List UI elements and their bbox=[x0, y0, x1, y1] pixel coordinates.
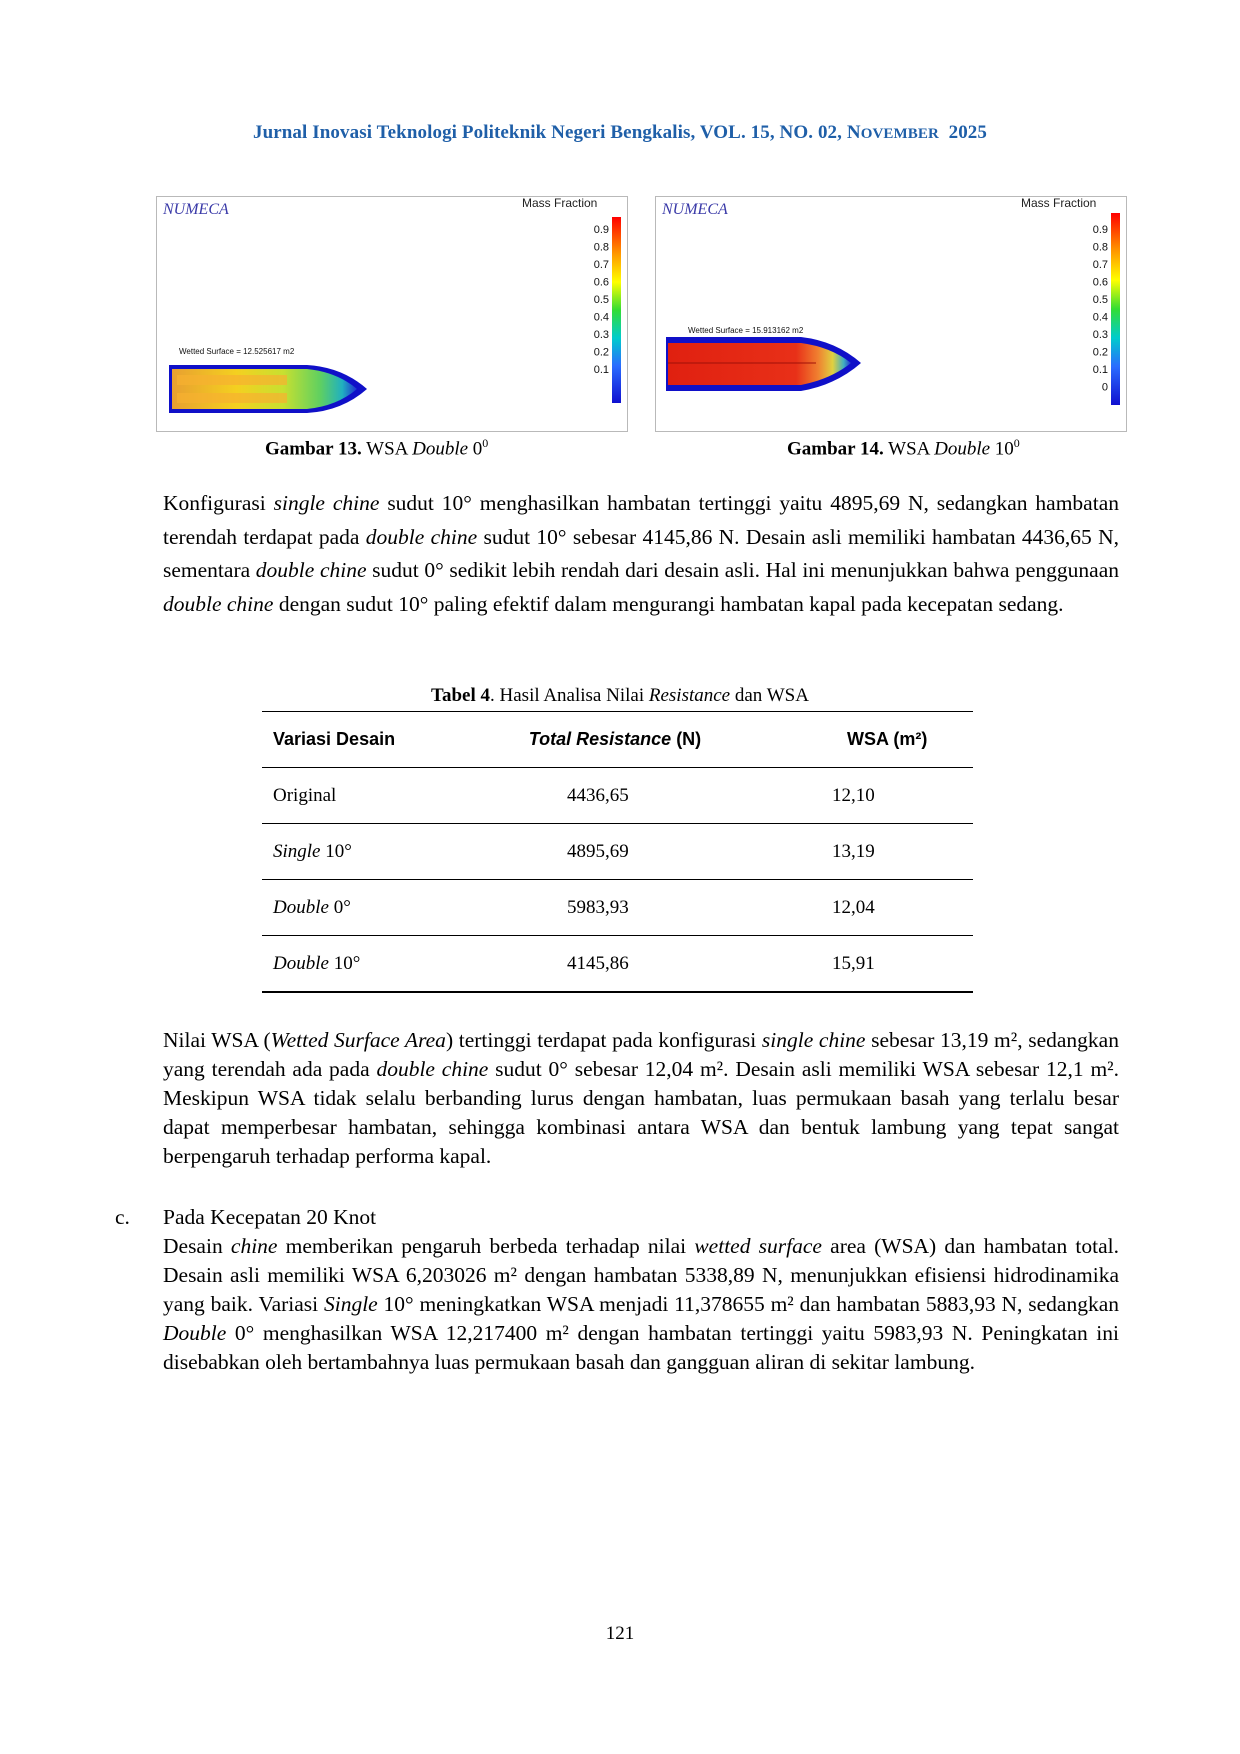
italic-term: Double bbox=[163, 1321, 227, 1345]
text-run: ) tertinggi terdapat pada konfigurasi bbox=[445, 1028, 762, 1052]
header-total-resistance-italic: Total Resistance bbox=[528, 729, 672, 749]
section-letter: c. bbox=[115, 1205, 130, 1229]
table-caption-pre: . Hasil Analisa Nilai bbox=[490, 685, 649, 706]
legend-tick-label: 0.3 bbox=[1092, 329, 1108, 341]
legend-tick-label: 0.5 bbox=[593, 294, 609, 306]
legend-ticks bbox=[594, 224, 609, 376]
table-row bbox=[262, 824, 973, 880]
numeca-logo: NUMECA bbox=[662, 201, 728, 218]
italic-term: double chine bbox=[365, 524, 478, 549]
cell-resistance: 5983,93 bbox=[468, 880, 762, 936]
legend-tick-label: 0.6 bbox=[593, 276, 609, 289]
italic-term: double chine bbox=[376, 1057, 489, 1081]
text-run: Desain bbox=[163, 1234, 231, 1258]
cell-variasi bbox=[262, 824, 468, 880]
cell-variasi bbox=[262, 936, 468, 993]
table-row bbox=[262, 768, 973, 824]
legend-title: Mass Fraction bbox=[1021, 197, 1097, 210]
cell-variasi bbox=[262, 768, 468, 824]
text-run: dengan sudut 10° paling efektif dalam mengurangi hambatan kapal pada kecepatan sedang. bbox=[273, 591, 1064, 616]
results-table bbox=[262, 711, 973, 993]
text-run: sudut 0° sedikit lebih rendah dari desain asli. Hal ini menunjukkan bahwa penggunaan bbox=[366, 558, 1119, 582]
legend-tick-label: 0.7 bbox=[593, 259, 609, 271]
legend-tick-label: 0.4 bbox=[593, 311, 609, 324]
text-run: sebesar 13,19 m², sedangkan yang terendah ada pada bbox=[163, 1028, 1119, 1081]
header-total-resistance-unit: (N) bbox=[671, 729, 702, 749]
table-caption-italic: Resistance bbox=[648, 685, 731, 706]
italic-term: Single bbox=[323, 1292, 378, 1316]
cell-resistance: 4145,86 bbox=[468, 936, 762, 993]
header-total-resistance bbox=[468, 712, 762, 768]
cell-variasi-rest: 0° bbox=[328, 896, 351, 918]
italic-term: double chine bbox=[163, 591, 274, 616]
section-c-heading bbox=[115, 1203, 376, 1232]
legend-tick-label: 0.7 bbox=[1092, 259, 1108, 271]
caption-value: 10 bbox=[990, 438, 1014, 460]
cell-wsa: 13,19 bbox=[762, 824, 973, 880]
cell-variasi-rest: Original bbox=[273, 784, 337, 806]
legend-tick-label: 0.2 bbox=[593, 346, 609, 359]
cfd-render-14 bbox=[656, 197, 1126, 431]
header-year: 2025 bbox=[938, 122, 988, 143]
caption-degree: 0 bbox=[482, 436, 489, 450]
table-caption-label: Tabel 4 bbox=[431, 685, 491, 706]
header-text: Jurnal Inovasi Teknologi Politeknik Negeri Bengkalis, VOL. 15, NO. 02, N bbox=[252, 122, 861, 143]
legend-tick-label: 0.2 bbox=[1092, 346, 1108, 359]
text-run: area (WSA) dan hambatan total. Desain asli memiliki WSA 6,203026 m² dengan hambatan 5338,89 N, menunjukkan efisiensi hidrodinamika yang baik. Variasi bbox=[163, 1234, 1120, 1316]
hull-band bbox=[177, 375, 287, 385]
header-variasi-desain: Variasi Desain bbox=[262, 712, 468, 768]
text-run: Konfigurasi bbox=[163, 491, 274, 515]
cell-wsa: 12,10 bbox=[762, 768, 973, 824]
text-run: 10° meningkatkan WSA menjadi 11,378655 m² dan hambatan 5883,93 N, sedangkan bbox=[377, 1292, 1119, 1316]
legend-tick-label: 0.9 bbox=[1092, 224, 1108, 236]
table-row bbox=[262, 936, 973, 993]
legend-title: Mass Fraction bbox=[522, 197, 598, 210]
cell-variasi-rest: 10° bbox=[320, 840, 352, 862]
legend-tick-label: 0.6 bbox=[1092, 276, 1108, 289]
text-run: sudut 10° sebesar 4145,86 N. Desain asli memiliki hambatan 4436,65 N, sementara bbox=[163, 524, 1120, 582]
italic-term: wetted surface bbox=[694, 1234, 822, 1258]
caption-label: Gambar 14. bbox=[787, 438, 884, 460]
caption-degree: 0 bbox=[1013, 436, 1020, 450]
italic-term: Wetted Surface Area bbox=[270, 1028, 446, 1052]
legend-tick-label: 0.3 bbox=[593, 329, 609, 341]
legend-ticks bbox=[1093, 224, 1108, 394]
numeca-logo: NUMECA bbox=[163, 201, 229, 218]
cell-variasi bbox=[262, 880, 468, 936]
caption-figure-13 bbox=[265, 436, 488, 460]
caption-italic: Double bbox=[412, 438, 469, 460]
paragraph-wsa bbox=[163, 1026, 1119, 1171]
text-run: sudut 0° sebesar 12,04 m². Desain asli memiliki WSA sebesar 12,1 m². Meskipun WSA tidak selalu berbanding lurus dengan hambatan, luas permukaan basah yang terlalu besar dapat memperbesar hambatan, sehingga kombinasi antara WSA dan bentuk lambung yang tepat sangat berpengaruh terhadap performa kapal. bbox=[163, 1057, 1119, 1168]
figure-14 bbox=[655, 196, 1127, 432]
legend-tick-label: 0.8 bbox=[1092, 241, 1108, 254]
text-run: sudut 10° menghasilkan hambatan tertinggi yaitu 4895,69 N, sedangkan hambatan terendah terdapat pada bbox=[163, 491, 1119, 549]
paragraph-20-knot bbox=[163, 1232, 1119, 1377]
cell-variasi-rest: 10° bbox=[328, 952, 361, 974]
text-run: 0° menghasilkan WSA 12,217400 m² dengan hambatan tertinggi yaitu 5983,93 N. Peningkatan ini disebabkan oleh bertambahnya luas permukaan basah dan gangguan aliran di sekitar lambung. bbox=[163, 1321, 1119, 1374]
italic-term: single chine bbox=[273, 491, 380, 515]
figure-13 bbox=[156, 196, 628, 432]
legend-tick-label: 0 bbox=[1101, 381, 1108, 394]
caption-value: 0 bbox=[468, 438, 483, 460]
legend-tick-label: 0.1 bbox=[1092, 364, 1108, 376]
cell-resistance: 4895,69 bbox=[468, 824, 762, 880]
journal-header bbox=[0, 122, 1240, 144]
header-smallcaps: OVEMBER bbox=[860, 126, 939, 142]
cell-resistance: 4436,65 bbox=[468, 768, 762, 824]
cell-wsa: 12,04 bbox=[762, 880, 973, 936]
hull-band bbox=[177, 393, 287, 403]
legend-tick-label: 0.9 bbox=[593, 224, 609, 236]
caption-text: WSA bbox=[361, 438, 413, 460]
cell-variasi-italic: Double bbox=[273, 952, 329, 974]
italic-term: double chine bbox=[255, 558, 367, 582]
color-legend-bar bbox=[1111, 213, 1120, 405]
legend-tick-label: 0.5 bbox=[1092, 294, 1108, 306]
color-legend-bar bbox=[612, 217, 621, 403]
text-run: memberikan pengaruh berbeda terhadap nilai bbox=[277, 1234, 695, 1258]
caption-figure-14 bbox=[787, 436, 1020, 460]
paragraph-resistance bbox=[163, 487, 1119, 621]
table-caption bbox=[0, 685, 1240, 707]
table-row bbox=[262, 880, 973, 936]
section-title: Pada Kecepatan 20 Knot bbox=[163, 1205, 377, 1229]
italic-term: single chine bbox=[761, 1028, 866, 1052]
cfd-render-13 bbox=[157, 197, 627, 431]
header-wsa: WSA (m²) bbox=[762, 712, 973, 768]
text-run: Nilai WSA ( bbox=[163, 1028, 271, 1052]
cell-variasi-italic: Single bbox=[273, 840, 321, 862]
caption-label: Gambar 13. bbox=[265, 438, 362, 460]
wetted-surface-label: Wetted Surface = 12.525617 m2 bbox=[179, 347, 295, 356]
cell-wsa: 15,91 bbox=[762, 936, 973, 993]
italic-term: chine bbox=[230, 1234, 278, 1258]
table-caption-post: dan WSA bbox=[730, 685, 809, 706]
table-header-row bbox=[262, 712, 973, 768]
cell-variasi-italic: Double bbox=[273, 896, 329, 918]
legend-tick-label: 0.8 bbox=[593, 241, 609, 254]
legend-tick-label: 0.1 bbox=[593, 364, 609, 376]
page-number: 121 bbox=[605, 1623, 635, 1644]
caption-italic: Double bbox=[934, 438, 991, 460]
caption-text: WSA bbox=[883, 438, 935, 460]
legend-tick-label: 0.4 bbox=[1092, 311, 1108, 324]
wetted-surface-label: Wetted Surface = 15.913162 m2 bbox=[688, 326, 804, 335]
